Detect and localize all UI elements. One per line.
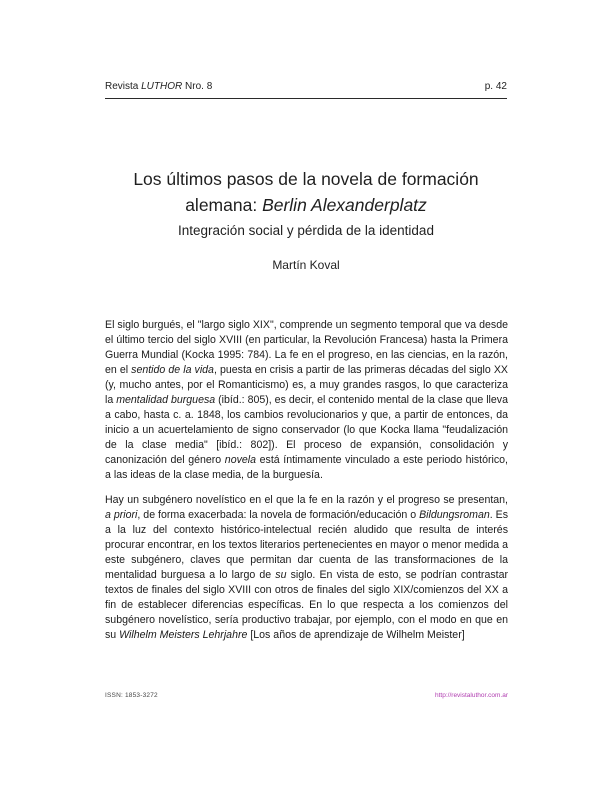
page-number: p. 42	[484, 81, 507, 92]
article-body	[105, 318, 508, 653]
journal-url-link[interactable]: http://revistaluthor.com.ar	[435, 692, 508, 699]
running-footer	[105, 692, 508, 699]
article-title-line1: Los últimos pasos de la novela de formación	[133, 169, 479, 189]
journal-name: Revista LUTHOR Nro. 8	[105, 81, 213, 92]
paragraph-1: El siglo burgués, el "largo siglo XIX", comprende un segmento temporal que va desde el último tercio del siglo XVIII (en particular, la Revolución Francesa) hasta la Primera Guerra Mundial (Kocka 1995: 784). La fe en el progreso, en las ciencias, en la razón, en el sentido de la vida, puesta en crisis a partir de las primeras décadas del siglo XX (y, mucho antes, por el Romanticismo) es, a muy grandes rasgos, lo que caracteriza la mentalidad burguesa (ibíd.: 805), es decir, el contenido mental de la clase que lleva a cabo, hasta c. a. 1848, los cambios revolucionarios y que, a partir de entonces, da inicio a un acuertelamiento de signo conservador (lo que Kocka llama "feudalización de la clase media" [ibíd.: 802]). El proceso de expansión, consolidación y canonización del género novela está íntimamente vinculado a este periodo histórico, a las ideas de la clase media, de la burguesía.	[105, 319, 508, 481]
article-title-line2: alemana: Berlin Alexanderplatz	[185, 195, 427, 215]
author-name: Martín Koval	[272, 258, 340, 272]
paragraph-2: Hay un subgénero novelístico en el que la fe en la razón y el progreso se presentan, a priori, de forma exacerbada: la novela de formación/educación o Bildungsroman. Es a la luz del contexto histórico-intelectual recién aludido que resulta de interés procurar encontrar, en los textos literarios pertenecientes en mayor o menor medida a este subgénero, claves que permitan dar cuenta de las transformaciones de la mentalidad burguesa a lo largo de su siglo. En vista de esto, se podrían contrastar textos de finales del siglo XVIII con otros de finales del siglo XIX/comienzos del XX a fin de establecer diferencias específicas. En lo que respecta a los comienzos del subgénero novelístico, sería productivo trabajar, por ejemplo, con el modo en que en su Wilhelm Meisters Lehrjahre [Los años de aprendizaje de Wilhelm Meister]	[105, 494, 509, 641]
issn-label: ISSN: 1853-3272	[105, 692, 158, 699]
article-subtitle: Integración social y pérdida de la identidad	[178, 223, 434, 238]
running-header	[105, 81, 507, 99]
title-block	[56, 166, 556, 241]
